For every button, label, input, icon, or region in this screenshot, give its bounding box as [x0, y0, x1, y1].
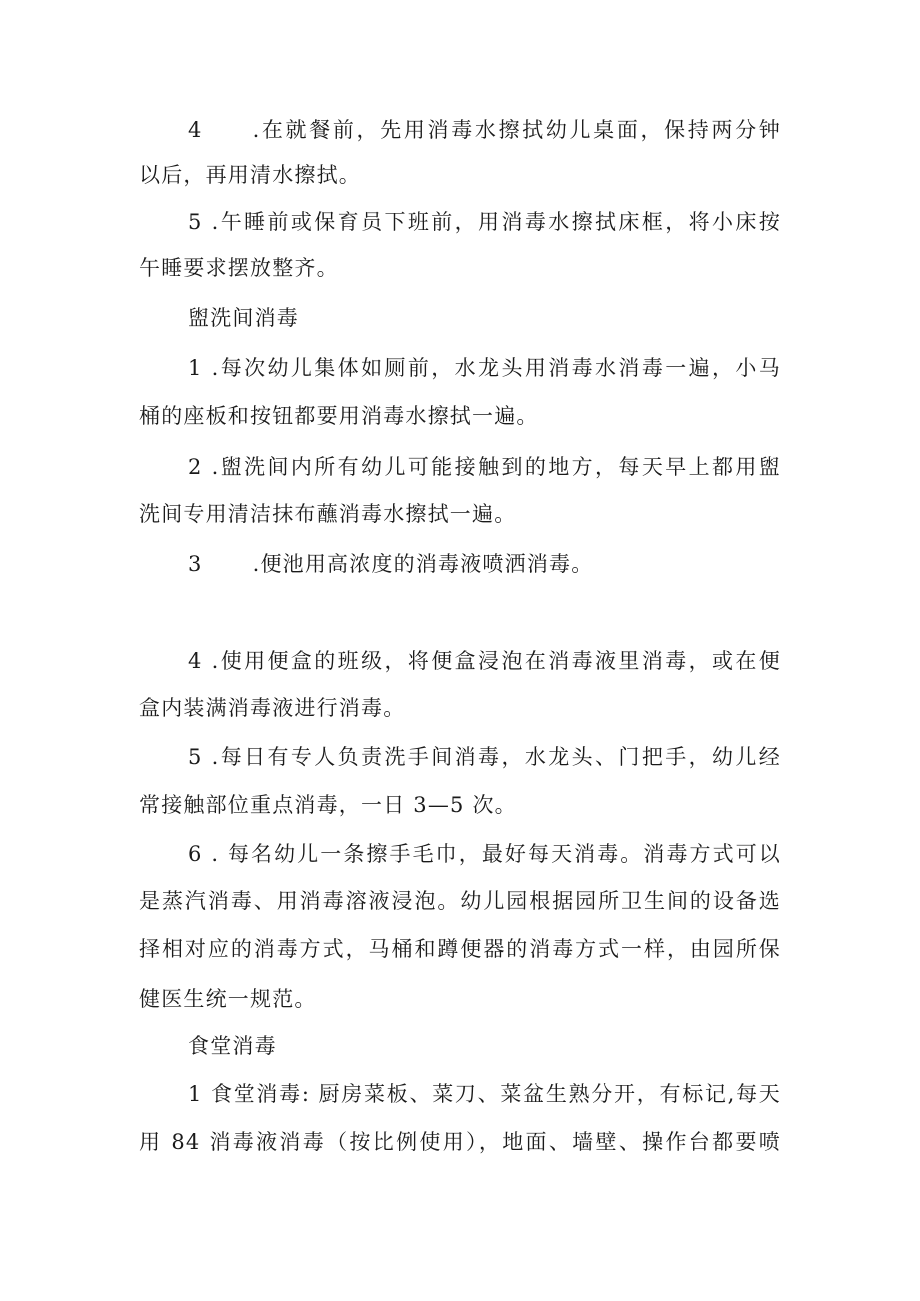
item-number: 4 — [188, 118, 203, 142]
paragraph-line — [188, 114, 781, 144]
paragraph-line: 6 . 每名幼儿一条擦手毛巾，最好每天消毒。消毒方式可以 — [188, 842, 781, 866]
paragraph-line: 4 .使用便盒的班级，将便盒浸泡在消毒液里消毒，或在便 — [188, 649, 781, 673]
paragraph-line: 1 .每次幼儿集体如厕前，水龙头用消毒水消毒一遍，小马 — [188, 356, 781, 380]
paragraph-line — [188, 548, 593, 578]
paragraph-line: 5 .午睡前或保育员下班前，用消毒水擦拭床框，将小床按 — [188, 210, 781, 234]
paragraph-text: .便池用高浓度的消毒液喷洒消毒。 — [252, 552, 594, 576]
section-heading: 盥洗间消毒 — [188, 306, 299, 330]
paragraph-line: 2 .盥洗间内所有幼儿可能接触到的地方，每天早上都用盥 — [188, 455, 781, 479]
paragraph-line: 午睡要求摆放整齐。 — [139, 256, 339, 280]
paragraph-line: 健医生统一规范。 — [139, 987, 317, 1011]
paragraph-line: 用 84 消毒液消毒（按比例使用），地面、墙壁、操作台都要喷 — [139, 1130, 781, 1154]
section-heading: 食堂消毒 — [188, 1034, 277, 1058]
paragraph-line: 洗间专用清洁抹布蘸消毒水擦拭一遍。 — [139, 502, 517, 526]
item-number: 3 — [188, 552, 203, 576]
paragraph-line: 桶的座板和按钮都要用消毒水擦拭一遍。 — [139, 404, 539, 428]
paragraph-line: 是蒸汽消毒、用消毒溶液浸泡。幼儿园根据园所卫生间的设备选 — [139, 889, 781, 913]
paragraph-line: 盒内装满消毒液进行消毒。 — [139, 696, 406, 720]
paragraph-line: 常接触部位重点消毒，一日 3—5 次。 — [139, 793, 517, 817]
paragraph-line: 以后，再用清水擦拭。 — [139, 163, 361, 187]
paragraph-line: 1 食堂消毒: 厨房菜板、菜刀、菜盆生熟分开，有标记,每天 — [188, 1082, 781, 1106]
paragraph-line: 择相对应的消毒方式，马桶和蹲便器的消毒方式一样，由园所保 — [139, 937, 781, 961]
paragraph-line: 5 .每日有专人负责洗手间消毒，水龙头、门把手，幼儿经 — [188, 745, 781, 769]
paragraph-text: .在就餐前，先用消毒水擦拭幼儿桌面，保持两分钟 — [252, 118, 781, 142]
